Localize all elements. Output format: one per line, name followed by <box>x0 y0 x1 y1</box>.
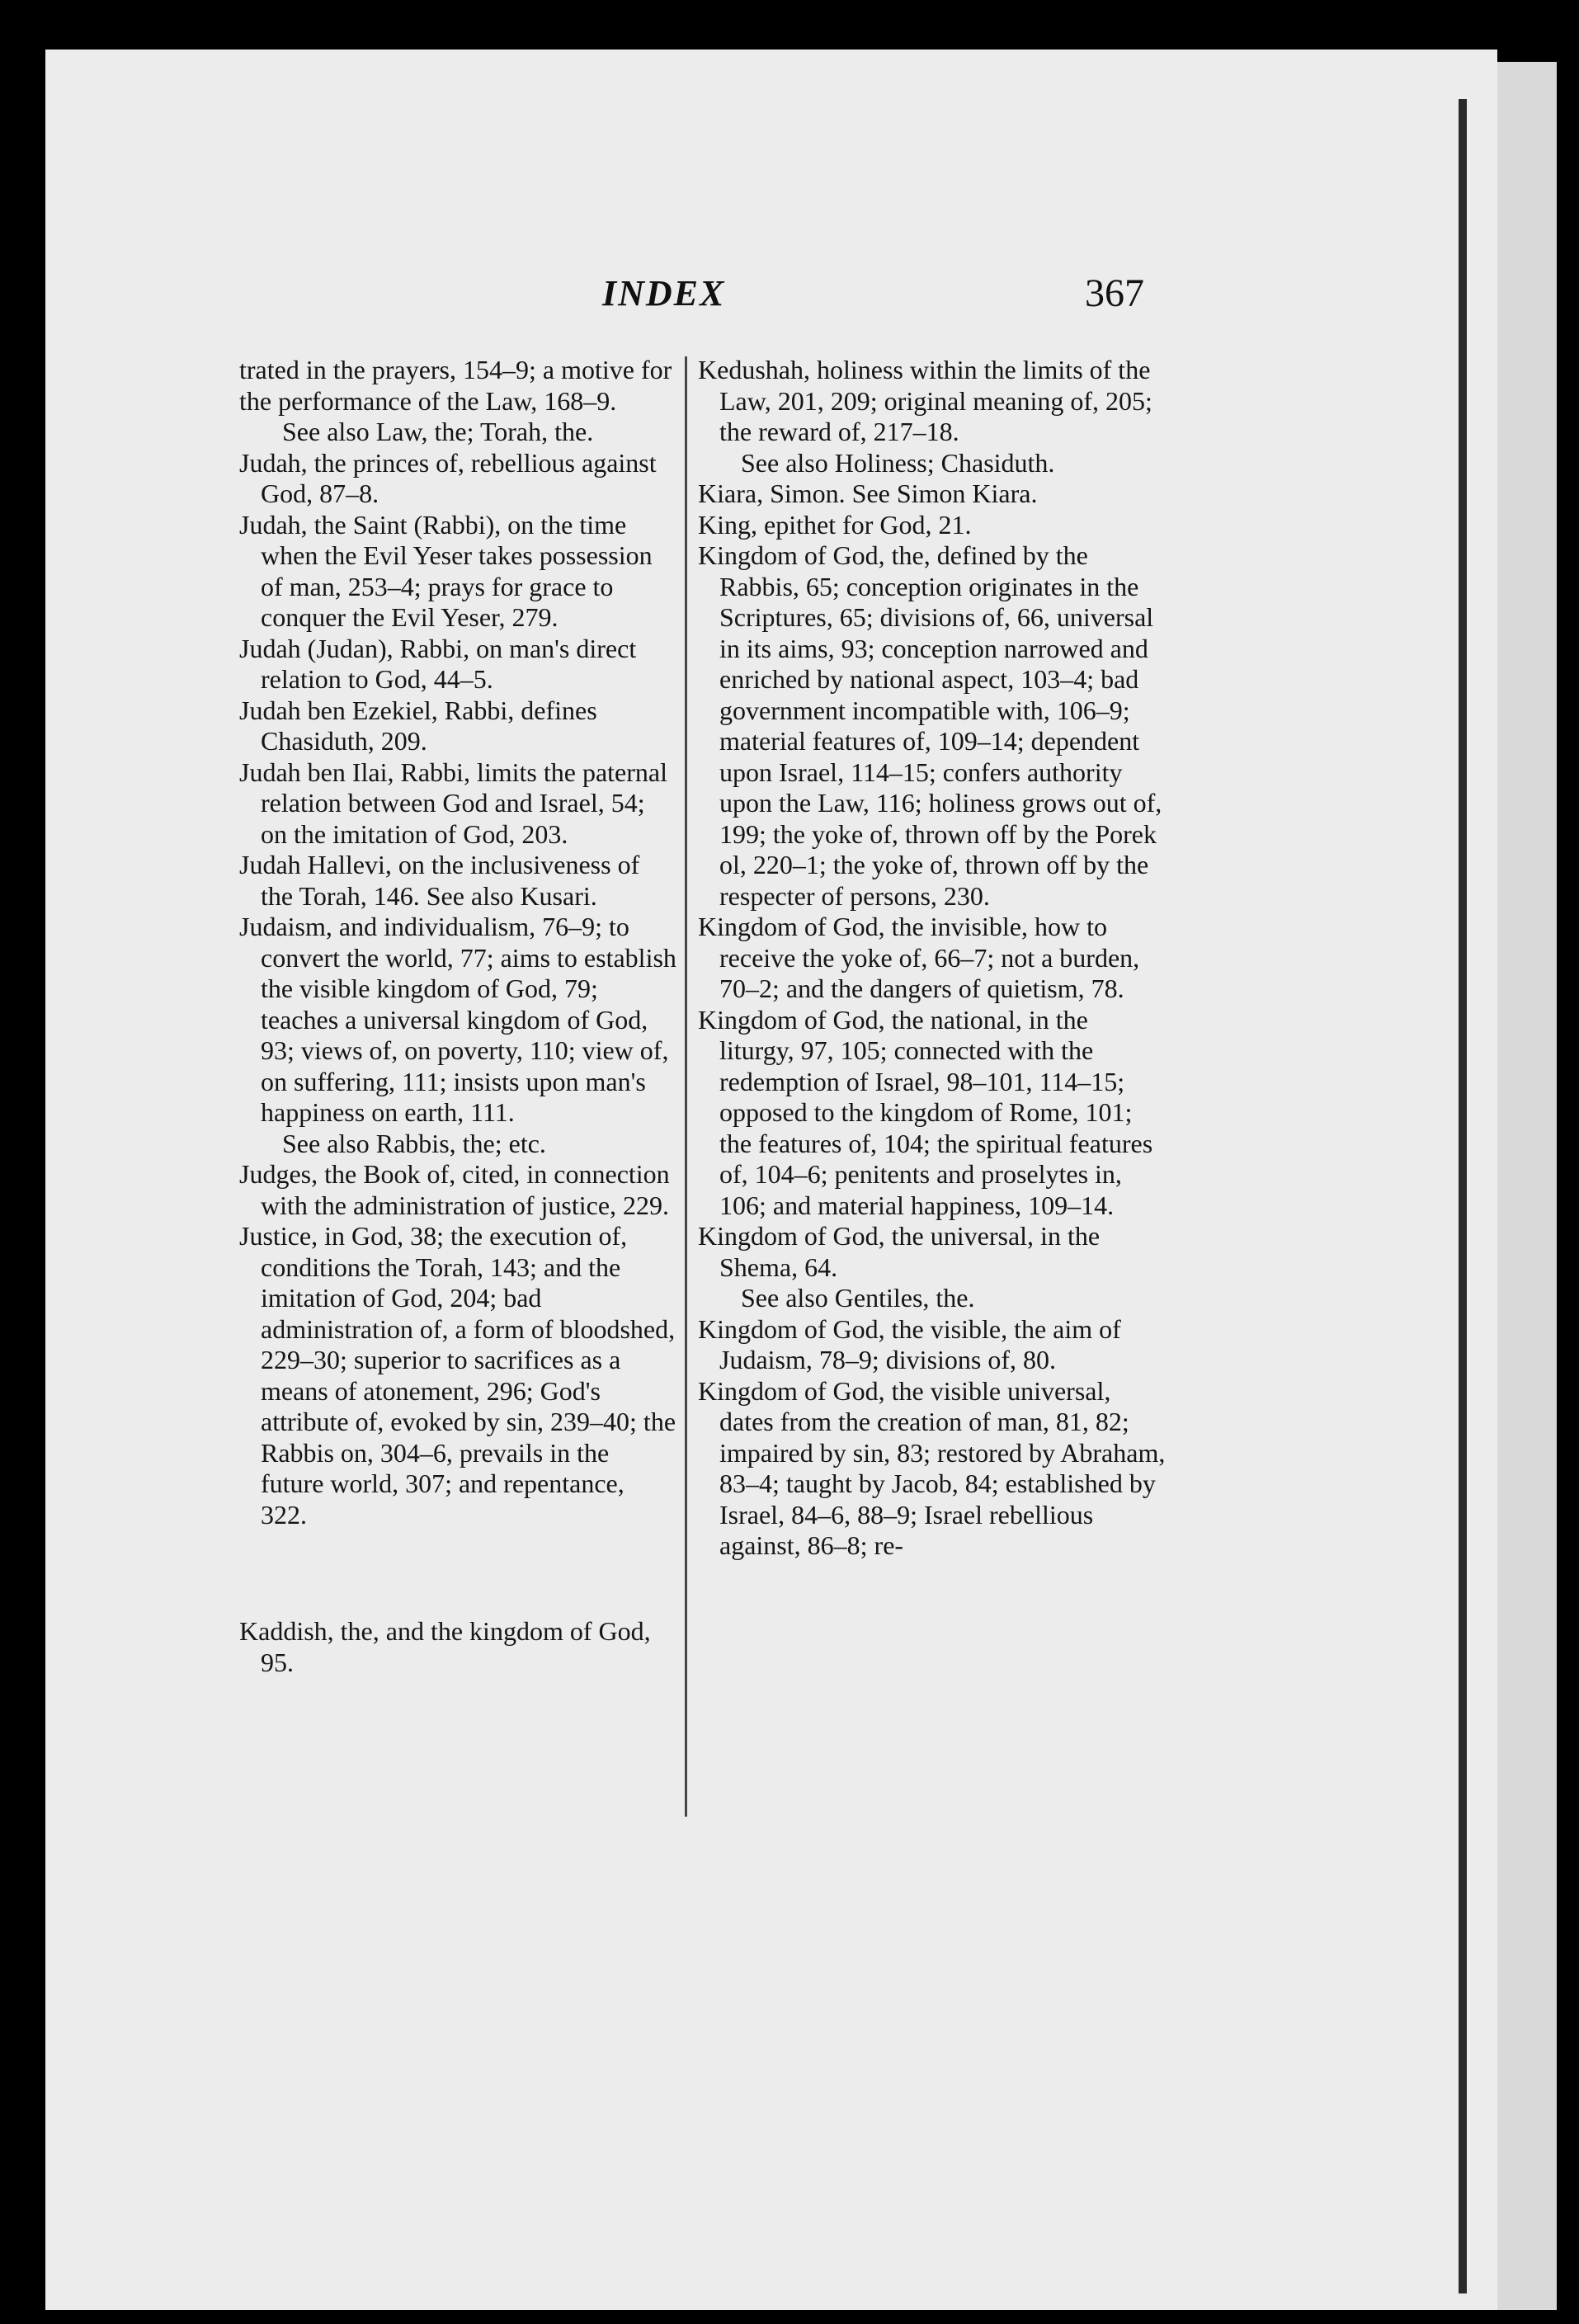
page-gutter-shadow <box>1459 99 1467 2293</box>
index-entry: King, epithet for God, 21. <box>698 509 972 540</box>
index-entry: Judah ben Ilai, Rabbi, limits the paternal relation between God and Israel, 54; on the imitation of God, 203. <box>239 757 667 849</box>
index-entry: Judges, the Book of, cited, in connection with the administration of justice, 229. <box>239 1159 670 1220</box>
index-entry: Kiara, Simon. See Simon Kiara. <box>698 478 1038 508</box>
index-entry: Kingdom of God, the national, in the liturgy, 97, 105; connected with the redemption of Israel, 98–101, 114–15; opposed to the kingdom of Rome, 101; the features of, 104; the spiritual features of, 104–6; penitents and proselytes in, 106; and material happiness, 109–14. <box>698 1004 1153 1220</box>
index-entry: Kingdom of God, the invisible, how to receive the yoke of, 66–7; not a burden, 70–2; and the dangers of quietism, 78. <box>698 912 1140 1003</box>
cross-reference: See also Gentiles, the. <box>741 1283 975 1313</box>
index-entry: Kingdom of God, the, defined by the Rabbis, 65; conception originates in the Scriptures, 65; divisions of, 66, universal in its aims, 93; conception narrowed and enriched by national aspect, 103–4; bad government incompatible with, 106–9; material features of, 109–14; dependent upon Israel, 114–15; confers authority upon the Law, 116; holiness grows out of, 199; the yoke of, thrown off by the Porek ol, 220–1; the yoke of, thrown off by the respecter of persons, 230. <box>698 540 1162 911</box>
index-entry: Judah (Judan), Rabbi, on man's direct relation to God, 44–5. <box>239 633 637 694</box>
index-entry: Justice, in God, 38; the execution of, conditions the Torah, 143; and the imitation of God, 204; bad administration of, a form of bloodshed, 229–30; superior to sacrifices as a means of atonement, 296; God's attribute of, evoked by sin, 239–40; the Rabbis on, 304–6, prevails in the future world, 307; and repentance, 322. <box>239 1221 676 1530</box>
index-entry: Kingdom of God, the visible, the aim of Judaism, 78–9; divisions of, 80. <box>698 1313 1121 1374</box>
index-entry: Kaddish, the, and the kingdom of God, 95. <box>239 1616 651 1677</box>
index-entry: Judah, the Saint (Rabbi), on the time when the Evil Yeser takes possession of man, 253–4; prays for grace to conquer the Evil Yeser, 279. <box>239 509 653 632</box>
page-number: 367 <box>1085 271 1144 315</box>
cross-reference: See also Rabbis, the; etc. <box>282 1128 546 1158</box>
index-entry: Judaism, and individualism, 76–9; to convert the world, 77; aims to establish the visible kingdom of God, 79; teaches a universal kingdom of God, 93; views of, on poverty, 110; view of, on suffering, 111; insists upon man's happiness on earth, 111. <box>239 912 676 1127</box>
column-divider <box>685 356 687 1817</box>
index-entry: Judah ben Ezekiel, Rabbi, defines Chasiduth, 209. <box>239 695 597 756</box>
page-edge-strip <box>1497 62 1557 2310</box>
running-title: INDEX <box>602 273 726 313</box>
index-column-left <box>239 355 676 1678</box>
index-entry: Kedushah, holiness within the limits of the Law, 201, 209; original meaning of, 205; the reward of, 217–18. <box>698 355 1152 446</box>
cross-reference: See also Law, the; Torah, the. <box>282 417 594 446</box>
index-entry: trated in the prayers, 154–9; a motive for the performance of the Law, 168–9. <box>239 355 672 416</box>
index-entry: Judah, the princes of, rebellious against God, 87–8. <box>239 447 657 508</box>
entry-spacer <box>239 1557 676 1590</box>
index-entry: Kingdom of God, the visible universal, dates from the creation of man, 81, 82; impaired by sin, 83; restored by Abraham, 83–4; taught by Jacob, 84; established by Israel, 84–6, 88–9; Israel rebellious against, 86–8; re- <box>698 1375 1166 1560</box>
index-entry: Kingdom of God, the universal, in the Shema, 64. <box>698 1221 1101 1282</box>
index-column-right <box>698 355 1168 1562</box>
cross-reference: See also Holiness; Chasiduth. <box>741 447 1055 478</box>
index-entry: Judah Hallevi, on the inclusiveness of the Torah, 146. See also Kusari. <box>239 850 640 911</box>
